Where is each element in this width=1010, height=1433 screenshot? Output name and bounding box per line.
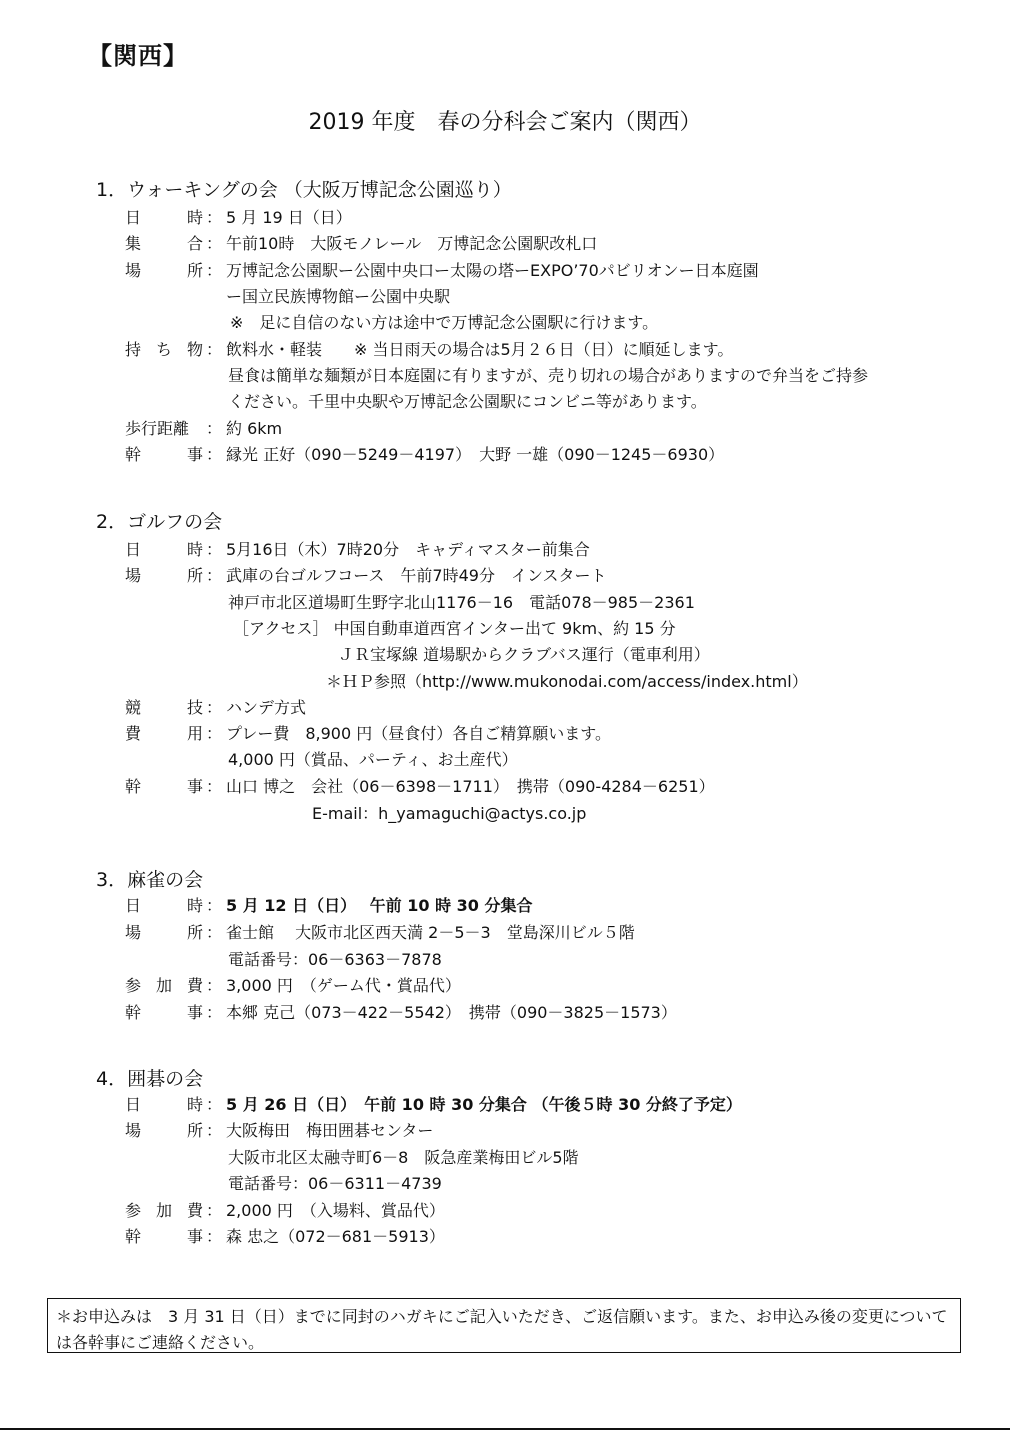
info-row-distance: 歩行距離 ： 約 6km (0, 416, 1010, 442)
row-label: 幹 事 (125, 1227, 203, 1246)
row-value: 5 月 19 日（日） (226, 208, 352, 227)
row-value: ハンデ方式 (226, 698, 307, 717)
info-row-meeting: 集 合 ： 午前10時 大阪モノレール 万博記念公園駅改札口 (0, 231, 1010, 257)
info-row-place: 場 所 ： 万博記念公園駅ー公園中央口ー太陽の塔ーEXPO’70パビリオンー日本庭園 (0, 258, 1010, 284)
place-continuation: ー国立民族博物館ー公園中央駅 (226, 287, 451, 306)
section-heading: 3．麻雀の会 (96, 869, 204, 891)
region-tag: 【関西】 (88, 42, 188, 70)
place-access-rail: ＪＲ宝塚線 道場駅からクラブバス運行（電車利用） (338, 645, 710, 664)
row-label: 持 ち 物 (125, 340, 203, 359)
section-heading: 4．囲碁の会 (96, 1068, 204, 1090)
row-label: 場 所 (125, 1121, 203, 1140)
section-heading: 1．ウォーキングの会 （大阪万博記念公園巡り） (96, 179, 512, 201)
application-notice: ＊お申込みは 3 月 31 日（日）までに同封のハガキにご記入いただき、ご返信願います。また、お申込み後の変更については各幹事にご連絡ください。 (47, 1298, 961, 1353)
row-value: プレー費 8,900 円（昼食付）各自ご精算願います。 (226, 724, 611, 743)
info-row-belongings: 持 ち 物 ： 飲料水・軽装 ※ 当日雨天の場合は5月２６日（日）に順延します。 (0, 337, 1010, 363)
info-row-fee: 参 加 費 ： 2,000 円 （入場料、賞品代） (0, 1198, 1010, 1224)
row-value: 5月16日（木）7時20分 キャディマスター前集合 (226, 540, 590, 559)
belongings-note: ください。千里中央駅や万博記念公園駅にコンビニ等があります。 (228, 392, 707, 411)
row-label: 日 時 (125, 896, 203, 915)
row-value: 本郷 克己（073－422－5542） 携帯（090－3825－1573） (226, 1003, 677, 1022)
row-value: 武庫の台ゴルフコース 午前7時49分 インスタート (226, 566, 607, 585)
row-value: 5 月 12 日（日） 午前 10 時 30 分集合 (226, 896, 533, 915)
info-row-place: 場 所 ： 武庫の台ゴルフコース 午前7時49分 インスタート (0, 563, 1010, 589)
info-row-organizer: 幹 事 ： 本郷 克己（073－422－5542） 携帯（090－3825－1573） (0, 1000, 1010, 1026)
row-value: 飲料水・軽装 ※ 当日雨天の場合は5月２６日（日）に順延します。 (226, 340, 734, 359)
row-label: 場 所 (125, 566, 203, 585)
row-value: 5 月 26 日（日） 午前 10 時 30 分集合 （午後５時 30 分終了予定） (226, 1095, 742, 1114)
section-heading: 2．ゴルフの会 (96, 511, 223, 533)
row-label: 費 用 (125, 724, 203, 743)
row-label: 参 加 費 (125, 976, 203, 995)
page-title: 2019 年度 春の分科会ご案内（関西） (308, 110, 702, 135)
phone-number: 電話番号：06－6311－4739 (228, 1174, 442, 1193)
info-row-fee: 参 加 費 ： 3,000 円 （ゲーム代・賞品代） (0, 973, 1010, 999)
info-row-fee: 費 用 ： プレー費 8,900 円（昼食付）各自ご精算願います。 (0, 721, 1010, 747)
row-label: 日 時 (125, 1095, 203, 1114)
info-row-date: 日 時 ： 5 月 19 日（日） (0, 205, 1010, 231)
row-value: 森 忠之（072－681－5913） (226, 1227, 445, 1246)
row-label: 幹 事 (125, 777, 203, 796)
organizer-email: E-mail：h_yamaguchi@actys.co.jp (312, 804, 587, 823)
info-row-competition: 競 技 ： ハンデ方式 (0, 695, 1010, 721)
row-label: 幹 事 (125, 445, 203, 464)
place-access: ［アクセス］ 中国自動車道西宮インター出て 9km、約 15 分 (233, 619, 676, 638)
row-label: 幹 事 (125, 1003, 203, 1022)
info-row-organizer: 幹 事 ： 山口 博之 会社（06－6398－1711） 携帯（090-4284－6251） (0, 774, 1010, 800)
place-note: ※ 足に自信のない方は途中で万博記念公園駅に行けます。 (230, 313, 659, 332)
info-row-date: 日 時 ： 5月16日（木）7時20分 キャディマスター前集合 (0, 537, 1010, 563)
row-label: 歩行距離 (125, 419, 190, 438)
row-label: 競 技 (125, 698, 203, 717)
info-row-place: 場 所 ： 大阪梅田 梅田囲碁センター (0, 1118, 1010, 1144)
bottom-divider (0, 1428, 1010, 1430)
row-label: 場 所 (125, 923, 203, 942)
row-value: 山口 博之 会社（06－6398－1711） 携帯（090-4284－6251） (226, 777, 715, 796)
belongings-note: 昼食は簡単な麺類が日本庭園に有りますが、売り切れの場合がありますので弁当をご持参 (228, 366, 869, 385)
row-value: 3,000 円 （ゲーム代・賞品代） (226, 976, 461, 995)
row-value: 2,000 円 （入場料、賞品代） (226, 1201, 445, 1220)
info-row-organizer: 幹 事 ： 森 忠之（072－681－5913） (0, 1224, 1010, 1250)
place-address: 神戸市北区道場町生野字北山1176－16 電話078－985－2361 (228, 593, 695, 612)
info-row-organizer: 幹 事 ： 縁光 正好（090－5249－4197） 大野 一雄（090－1245－6930） (0, 442, 1010, 468)
row-value: 午前10時 大阪モノレール 万博記念公園駅改札口 (226, 234, 598, 253)
row-value: 万博記念公園駅ー公園中央口ー太陽の塔ーEXPO’70パビリオンー日本庭園 (226, 261, 759, 280)
row-value: 大阪梅田 梅田囲碁センター (226, 1121, 434, 1140)
row-value: 縁光 正好（090－5249－4197） 大野 一雄（090－1245－6930） (226, 445, 725, 464)
row-label: 日 時 (125, 208, 203, 227)
place-homepage: ＊ＨＰ参照（http://www.mukonodai.com/access/index.html） (326, 672, 808, 691)
row-label: 日 時 (125, 540, 203, 559)
row-value: 雀士館 大阪市北区西天満 2－5－3 堂島深川ビル５階 (226, 923, 635, 942)
place-address: 大阪市北区太融寺町6－8 阪急産業梅田ビル5階 (228, 1148, 579, 1167)
row-label: 参 加 費 (125, 1201, 203, 1220)
row-value: 約 6km (226, 419, 283, 438)
fee-extra: 4,000 円（賞品、パーティ、お土産代） (228, 750, 518, 769)
info-row-date: 日 時 ： 5 月 12 日（日） 午前 10 時 30 分集合 (0, 893, 1010, 919)
row-label: 集 合 (125, 234, 203, 253)
phone-number: 電話番号：06－6363－7878 (228, 950, 442, 969)
info-row-place: 場 所 ： 雀士館 大阪市北区西天満 2－5－3 堂島深川ビル５階 (0, 920, 1010, 946)
info-row-date: 日 時 ： 5 月 26 日（日） 午前 10 時 30 分集合 （午後５時 30 分終了予定） (0, 1092, 1010, 1118)
row-label: 場 所 (125, 261, 203, 280)
